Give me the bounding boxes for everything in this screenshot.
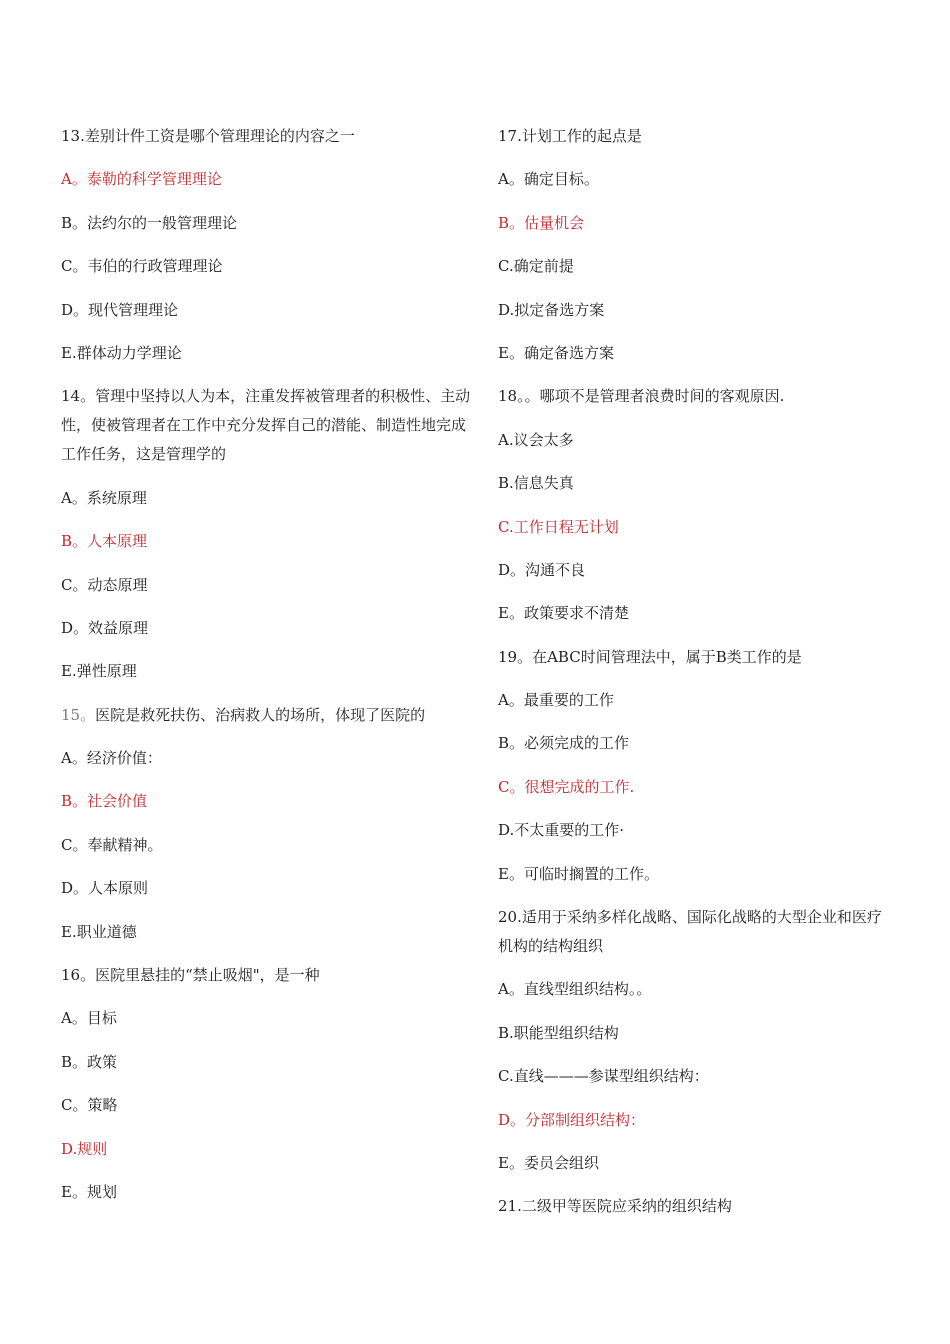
answer-option: E.弹性原理 [61,662,137,681]
answer-option: C。韦伯的行政管理理论 [61,257,223,276]
answer-option: D。效益原理 [61,618,149,637]
answer-option: C.确定前提 [498,257,574,276]
answer-option-correct: D.规则 [61,1139,108,1158]
left-column [61,122,471,1221]
answer-option: B.信息失真 [498,474,574,493]
answer-option: E。政策要求不清楚 [498,604,629,623]
right-column [498,122,890,1236]
question-17: 17.计划工作的起点是 [498,127,642,145]
answer-option-correct: C.工作日程无计划 [498,517,619,536]
answer-option: C。策略 [61,1096,118,1115]
answer-option: D.拟定备选方案 [498,300,605,319]
answer-option-correct: B。社会价值 [61,792,148,811]
answer-option-correct: C。很想完成的工作. [498,777,635,796]
answer-option: A。直线型组织结构。。 [498,980,652,999]
answer-option: A。系统原理 [61,488,147,507]
answer-option: A。目标 [61,1009,117,1028]
question-21: 21.二级甲等医院应采纳的组织结构 [498,1197,732,1216]
answer-option: D。现代管理理论 [61,300,179,319]
question-20: 20.适用于采纳多样化战略、国际化战略的大型企业和医疗机构的结构组织 [498,908,882,956]
question-15 [61,701,471,730]
answer-option: E.群体动力学理论 [61,343,182,362]
question-text: 医院是救死扶伤、治病救人的场所，体现了医院的 [95,705,426,724]
question-19: 19。在ABC时间管理法中，属于B类工作的是 [498,647,802,666]
answer-option: B.职能型组织结构 [498,1023,619,1042]
answer-option: B。法约尔的一般管理理论 [61,213,238,232]
answer-option: E.职业道德 [61,922,137,941]
answer-option-correct: D。分部制组织结构： [498,1110,646,1129]
question-16: 16。医院里悬挂的“禁止吸烟"，是一种 [61,966,320,985]
answer-option-correct: B。估量机会 [498,213,585,232]
question-13: 13.差别计件工资是哪个管理理论的内容之一 [61,127,355,145]
answer-option: D。沟通不良 [498,560,586,579]
answer-option-correct: B。人本原理 [61,532,148,551]
answer-option: E。规划 [61,1182,117,1201]
answer-option: A。最重要的工作 [498,691,614,710]
answer-option: A。经济价值： [61,749,162,768]
answer-option: E。可临时搁置的工作。 [498,864,659,883]
answer-option: C.直线———参谋型组织结构： [498,1067,709,1086]
answer-option: A。确定目标。 [498,170,599,189]
answer-option: B。政策 [61,1052,118,1071]
question-18: 18。。哪项不是管理者浪费时间的客观原因. [498,387,785,406]
answer-option: E。确定备选方案 [498,343,614,362]
question-number: 15。 [61,705,96,724]
answer-option: E。委员会组织 [498,1153,599,1172]
answer-option: D。人本原则 [61,879,149,898]
answer-option: C。奉献精神。 [61,835,163,854]
answer-option: C。动态原理 [61,575,148,594]
answer-option: B。必须完成的工作 [498,734,630,753]
answer-option: D.不太重要的工作· [498,821,625,840]
answer-option-correct: A。泰勒的科学管理理论 [61,170,222,189]
answer-option: A.议会太多 [498,430,574,449]
question-14: 14。管理中坚持以人为本，注重发挥被管理者的积极性、主动性，使被管理者在工作中充分发挥自己的潜能、制造性地完成工作任务，这是管理学的 [61,387,471,464]
